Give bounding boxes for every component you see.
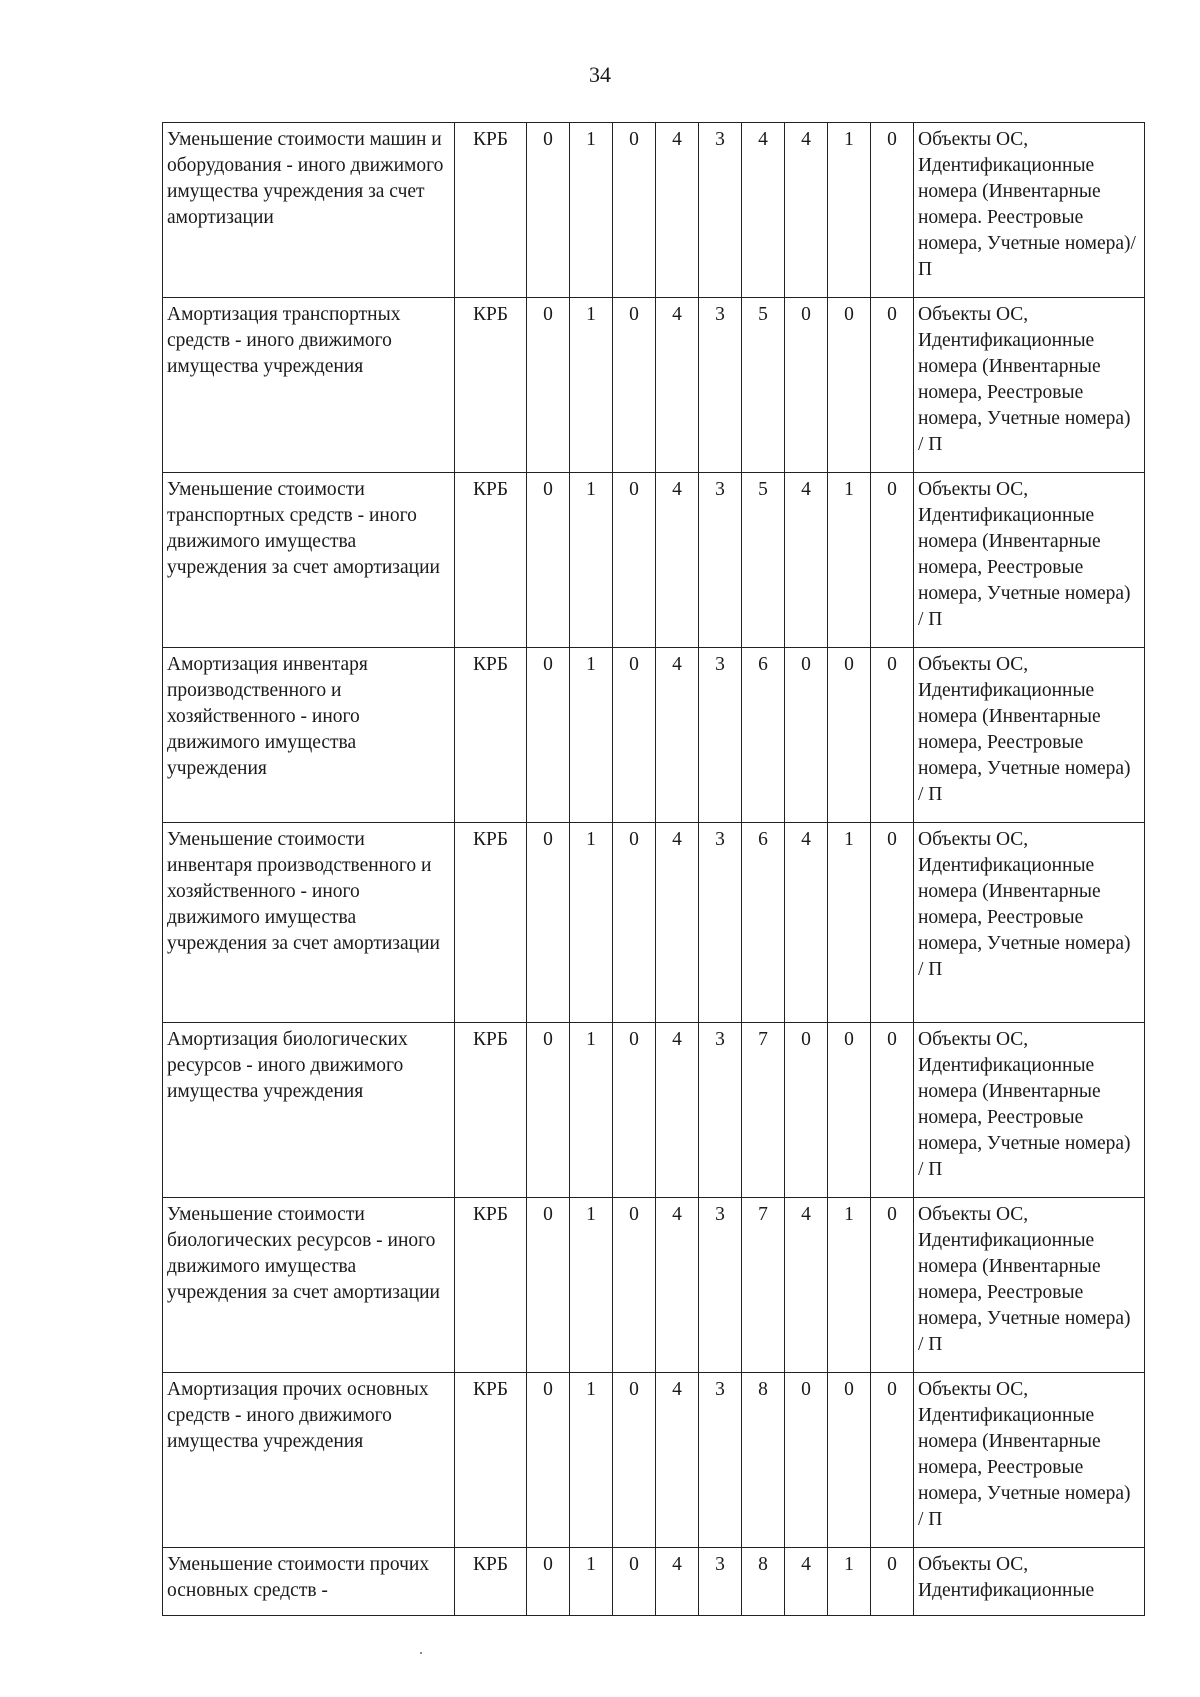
account-digit: 4 [656, 823, 699, 1023]
account-digit: 0 [527, 1548, 570, 1616]
analytics-description: Объекты ОС, Идентификационные номера (Инвентарные номера, Реестровые номера, Учетные номера) / П [914, 648, 1145, 823]
account-digit: 0 [613, 123, 656, 298]
table-row [163, 298, 1145, 473]
account-digit: 0 [613, 823, 656, 1023]
analytics-description: Объекты ОС, Идентификационные номера (Инвентарные номера, Реестровые номера, Учетные номера) / П [914, 1373, 1145, 1548]
account-digit: 4 [656, 473, 699, 648]
account-digit: 1 [828, 1198, 871, 1373]
account-digit: 4 [656, 1548, 699, 1616]
table-row [163, 123, 1145, 298]
account-digit: 0 [527, 123, 570, 298]
analytics-description: Объекты ОС, Идентификационные [914, 1548, 1145, 1616]
account-digit: 1 [570, 123, 613, 298]
account-digit: 0 [785, 648, 828, 823]
account-digit: 0 [828, 1023, 871, 1198]
account-digit: 8 [742, 1548, 785, 1616]
account-digit: 4 [785, 1198, 828, 1373]
account-digit: 4 [656, 1023, 699, 1198]
account-digit: 4 [656, 648, 699, 823]
account-digit: 0 [871, 1023, 914, 1198]
account-digit: 0 [613, 473, 656, 648]
account-digit: 0 [613, 1023, 656, 1198]
account-digit: 0 [785, 1373, 828, 1548]
account-digit: 0 [871, 298, 914, 473]
account-digit: 0 [871, 1198, 914, 1373]
account-digit: 1 [570, 648, 613, 823]
account-digit: 4 [785, 473, 828, 648]
account-digit: 4 [656, 1373, 699, 1548]
table-row [163, 1198, 1145, 1373]
account-digit: 5 [742, 298, 785, 473]
analytics-description: Объекты ОС, Идентификационные номера (Инвентарные номера, Реестровые номера, Учетные номера) / П [914, 1198, 1145, 1373]
account-digit: 0 [527, 1023, 570, 1198]
row-description: Амортизация транспортных средств - иного движимого имущества учреждения [163, 298, 455, 473]
fin-source-code: КРБ [455, 1023, 527, 1198]
account-digit: 0 [613, 1373, 656, 1548]
row-description: Амортизация прочих основных средств - иного движимого имущества учреждения [163, 1373, 455, 1548]
row-description: Уменьшение стоимости инвентаря производственного и хозяйственного - иного движимого имущества учреждения за счет амортизации [163, 823, 455, 1023]
fin-source-code: КРБ [455, 473, 527, 648]
fin-source-code: КРБ [455, 1548, 527, 1616]
account-digit: 1 [828, 123, 871, 298]
account-digit: 3 [699, 1198, 742, 1373]
row-description: Уменьшение стоимости транспортных средств - иного движимого имущества учреждения за счет амортизации [163, 473, 455, 648]
account-digit: 0 [785, 298, 828, 473]
account-digit: 1 [828, 823, 871, 1023]
account-digit: 1 [570, 1373, 613, 1548]
account-digit: 1 [570, 1548, 613, 1616]
fin-source-code: КРБ [455, 1198, 527, 1373]
account-digit: 0 [871, 1373, 914, 1548]
account-digit: 6 [742, 648, 785, 823]
account-digit: 0 [527, 1198, 570, 1373]
account-table [162, 122, 1145, 1616]
account-digit: 7 [742, 1198, 785, 1373]
account-digit: 3 [699, 1548, 742, 1616]
account-digit: 0 [613, 1548, 656, 1616]
analytics-description: Объекты ОС, Идентификационные номера (Инвентарные номера, Реестровые номера, Учетные номера) / П [914, 823, 1145, 1023]
account-digit: 0 [613, 298, 656, 473]
account-digit: 1 [570, 1198, 613, 1373]
table-row [163, 473, 1145, 648]
analytics-description: Объекты ОС, Идентификационные номера (Инвентарные номера, Реестровые номера, Учетные номера) / П [914, 473, 1145, 648]
table-row [163, 648, 1145, 823]
account-digit: 0 [828, 648, 871, 823]
row-description: Уменьшение стоимости прочих основных средств - [163, 1548, 455, 1616]
scan-speck [420, 1652, 422, 1654]
account-table-body [163, 123, 1145, 1616]
account-digit: 0 [871, 1548, 914, 1616]
row-description: Уменьшение стоимости машин и оборудования - иного движимого имущества учреждения за счет амортизации [163, 123, 455, 298]
analytics-description: Объекты ОС, Идентификационные номера (Инвентарные номера. Реестровые номера, Учетные номера)/ П [914, 123, 1145, 298]
account-digit: 4 [742, 123, 785, 298]
account-digit: 1 [828, 1548, 871, 1616]
fin-source-code: КРБ [455, 298, 527, 473]
account-digit: 0 [613, 1198, 656, 1373]
account-digit: 0 [871, 648, 914, 823]
account-digit: 4 [656, 123, 699, 298]
account-digit: 0 [527, 823, 570, 1023]
account-digit: 6 [742, 823, 785, 1023]
row-description: Уменьшение стоимости биологических ресурсов - иного движимого имущества учреждения за счет амортизации [163, 1198, 455, 1373]
account-digit: 0 [527, 648, 570, 823]
row-description: Амортизация инвентаря производственного и хозяйственного - иного движимого имущества учреждения [163, 648, 455, 823]
account-digit: 3 [699, 823, 742, 1023]
account-digit: 0 [527, 473, 570, 648]
account-digit: 0 [527, 1373, 570, 1548]
analytics-description: Объекты ОС, Идентификационные номера (Инвентарные номера, Реестровые номера, Учетные номера) / П [914, 1023, 1145, 1198]
account-digit: 3 [699, 1023, 742, 1198]
account-digit: 1 [570, 298, 613, 473]
account-digit: 4 [656, 1198, 699, 1373]
account-digit: 1 [570, 473, 613, 648]
account-digit: 0 [871, 123, 914, 298]
account-digit: 0 [871, 473, 914, 648]
fin-source-code: КРБ [455, 823, 527, 1023]
row-description: Амортизация биологических ресурсов - иного движимого имущества учреждения [163, 1023, 455, 1198]
table-row [163, 823, 1145, 1023]
account-digit: 3 [699, 298, 742, 473]
account-digit: 0 [613, 648, 656, 823]
account-digit: 1 [570, 823, 613, 1023]
account-digit: 8 [742, 1373, 785, 1548]
account-digit: 0 [871, 823, 914, 1023]
account-digit: 1 [570, 1023, 613, 1198]
fin-source-code: КРБ [455, 648, 527, 823]
account-digit: 3 [699, 1373, 742, 1548]
account-digit: 7 [742, 1023, 785, 1198]
table-row [163, 1023, 1145, 1198]
account-digit: 4 [785, 123, 828, 298]
account-digit: 0 [828, 1373, 871, 1548]
table-row [163, 1548, 1145, 1616]
account-digit: 5 [742, 473, 785, 648]
account-digit: 3 [699, 648, 742, 823]
account-digit: 1 [828, 473, 871, 648]
account-digit: 0 [527, 298, 570, 473]
account-digit: 0 [828, 298, 871, 473]
fin-source-code: КРБ [455, 1373, 527, 1548]
fin-source-code: КРБ [455, 123, 527, 298]
account-digit: 3 [699, 473, 742, 648]
page-number: 34 [589, 62, 611, 87]
account-digit: 3 [699, 123, 742, 298]
account-digit: 0 [785, 1023, 828, 1198]
analytics-description: Объекты ОС, Идентификационные номера (Инвентарные номера, Реестровые номера, Учетные номера) / П [914, 298, 1145, 473]
account-digit: 4 [785, 1548, 828, 1616]
table-row [163, 1373, 1145, 1548]
account-digit: 4 [785, 823, 828, 1023]
account-digit: 4 [656, 298, 699, 473]
